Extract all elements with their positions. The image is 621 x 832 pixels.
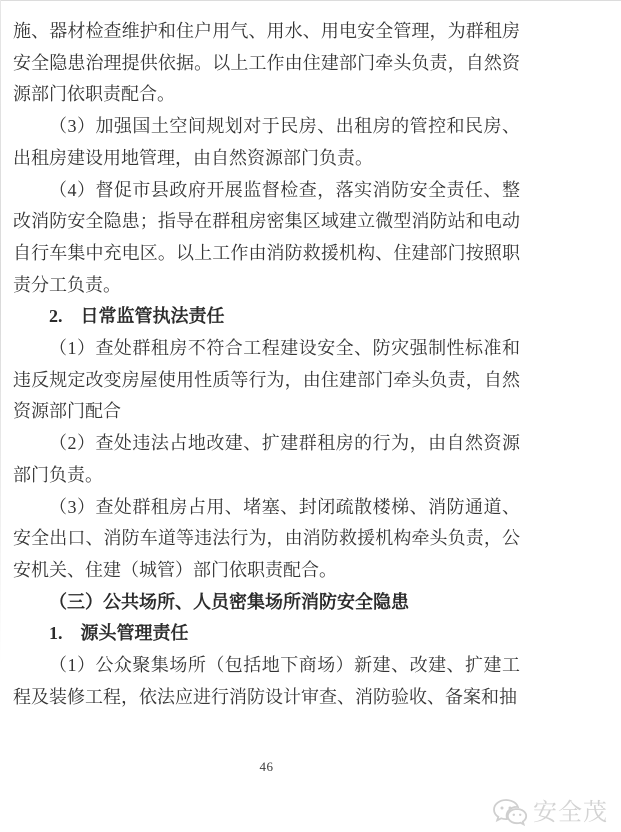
section-heading: 2. 日常监管执法责任 [49, 306, 225, 327]
section-heading: 1. 源头管理责任 [49, 623, 189, 644]
watermark [492, 798, 608, 828]
page-top-edge-line [0, 0, 621, 1]
paragraph: （4）督促市县政府开展监督检查，落实消防安全责任、整改消防安全隐患；指导在群租房密集区域建立微型消防站和电动自行车集中充电区。以上工作由消防救援机构、住建部门按照职责分工负责。 [13, 179, 520, 295]
paragraph: 施、器材检查维护和住户用气、用水、用电安全管理，为群租房安全隐患治理提供依据。以上工作由住建部门牵头负责，自然资源部门依职责配合。 [13, 21, 520, 105]
page-left-edge-line [0, 0, 1, 665]
paragraph: （1）公众聚集场所（包括地下商场）新建、改建、扩建工程及装修工程，依法应进行消防设计审查、消防验收、备案和抽 [13, 655, 520, 707]
page-number: 46 [259, 759, 274, 774]
paragraph: （2）查处违法占地改建、扩建群租房的行为，由自然资源部门负责。 [13, 433, 520, 485]
section-heading: （三）公共场所、人员密集场所消防安全隐患 [49, 591, 409, 612]
watermark-label: 安全茂 [533, 799, 608, 826]
paragraph: （3）加强国土空间规划对于民房、出租房的管控和民房、出租房建设用地管理，由自然资源部门负责。 [13, 116, 520, 168]
document-body [13, 16, 520, 713]
paragraph: （1）查处群租房不符合工程建设安全、防灾强制性标准和违反规定改变房屋使用性质等行为，由住建部门牵头负责，自然资源部门配合 [13, 338, 520, 422]
wechat-icon [492, 798, 528, 828]
paragraph: （3）查处群租房占用、堵塞、封闭疏散楼梯、消防通道、安全出口、消防车道等违法行为，由消防救援机构牵头负责，公安机关、住建（城管）部门依职责配合。 [13, 496, 520, 580]
